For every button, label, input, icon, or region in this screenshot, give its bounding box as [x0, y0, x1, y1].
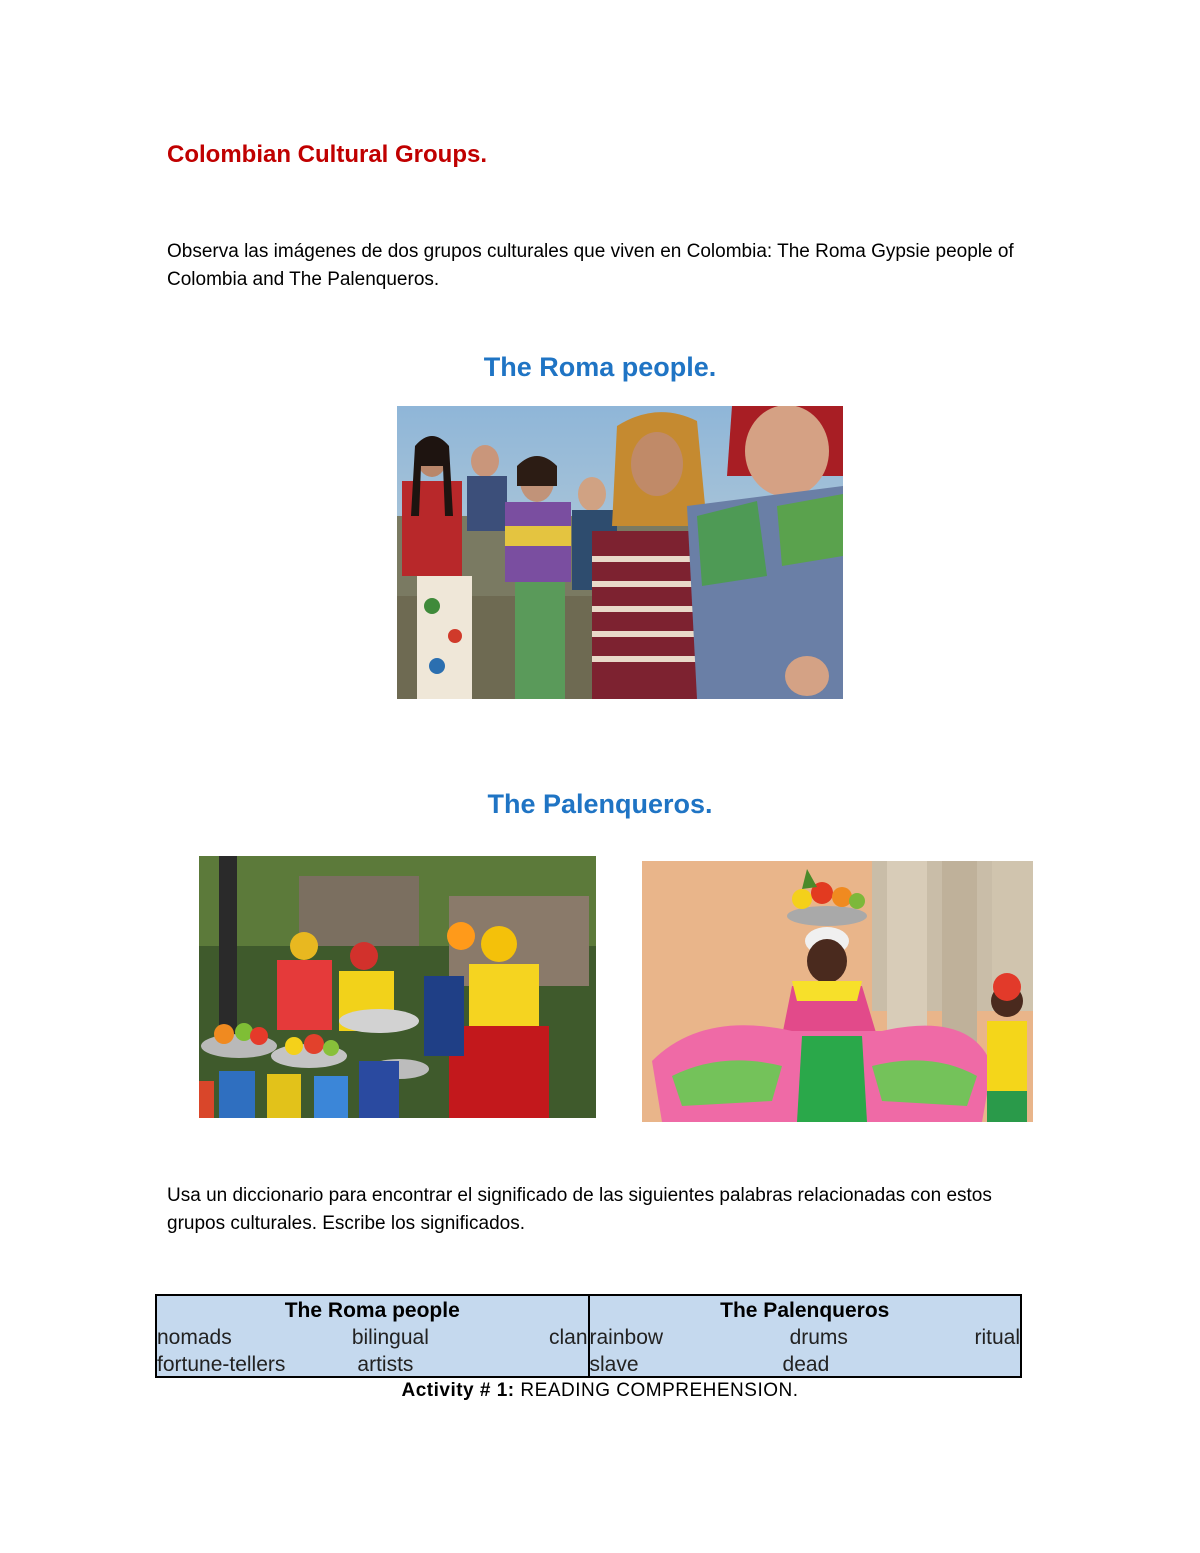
- roma-column: [157, 1296, 588, 1376]
- roma-row-2: [157, 1351, 588, 1378]
- word-fortune-tellers: fortune-tellers: [157, 1353, 286, 1376]
- roma-row-1: [157, 1324, 588, 1351]
- palenqueros-heading: The Palenqueros.: [487, 789, 713, 819]
- word-ritual: ritual: [974, 1326, 1020, 1349]
- palenqueras-market-photo: [199, 856, 596, 1118]
- word-clan: clan: [548, 1326, 588, 1349]
- word-bilingual: bilingual: [351, 1326, 429, 1349]
- palenqueros-row-1: [590, 1324, 1021, 1351]
- activity-heading: [0, 1380, 1200, 1402]
- activity-label: Activity # 1:: [401, 1380, 515, 1401]
- document-title: Colombian Cultural Groups.: [167, 141, 488, 168]
- roma-column-header: The Roma people: [284, 1299, 460, 1322]
- word-dead: dead: [782, 1353, 830, 1376]
- word-nomads: nomads: [157, 1326, 232, 1349]
- palenqueros-column-header: The Palenqueros: [720, 1299, 890, 1322]
- word-drums: drums: [789, 1326, 848, 1349]
- word-slave: slave: [589, 1353, 639, 1376]
- palenqueros-row-2: [590, 1351, 1021, 1378]
- roma-people-photo: [397, 406, 843, 699]
- intro-paragraph: Observa las imágenes de dos grupos culturales que viven en Colombia: The Roma Gypsie people of Colombia and The Palenqueros.: [167, 241, 1014, 290]
- instructions-paragraph: Usa un diccionario para encontrar el significado de las siguientes palabras relacionadas con estos grupos culturales. Escribe los significados.: [167, 1185, 992, 1234]
- word-rainbow: rainbow: [589, 1326, 664, 1349]
- vocabulary-table: [155, 1294, 1022, 1378]
- palenqueros-column: [588, 1296, 1021, 1376]
- word-artists: artists: [357, 1353, 414, 1376]
- palenquera-woman-photo: [642, 861, 1033, 1122]
- roma-heading: The Roma people.: [483, 352, 717, 382]
- activity-title: READING COMPREHENSION.: [520, 1380, 799, 1401]
